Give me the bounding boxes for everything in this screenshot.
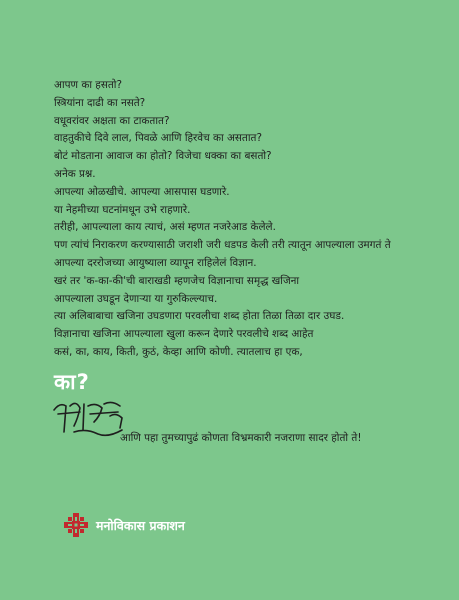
- blurb-line: विज्ञानाचा खजिना आपल्याला खुला करून देणारे परवलीचे शब्द आहेत: [54, 328, 314, 341]
- closing-line: आणि पहा तुमच्यापुढं कोणता विभ्रमकारी नजराणा सादर होतो ते!: [120, 432, 362, 444]
- highlight-word: का?: [54, 370, 90, 394]
- blurb-line: आपल्याला उघडून देणाऱ्या या गुरुकिल्ल्याच.: [54, 292, 218, 305]
- blurb-line: वाहतुकीचे दिवे लाल, पिवळे आणि हिरवेच का असतात?: [54, 132, 262, 145]
- blurb-line: त्या अलिबाबाचा खजिना उघडणारा परवलीचा शब्द होता तिळा तिळा दार उघड.: [54, 310, 345, 323]
- blurb-line: अनेक प्रश्न.: [54, 167, 96, 180]
- author-signature: [50, 392, 130, 442]
- blurb-line: बोटं मोडताना आवाज का होतो? विजेचा धक्का का बसतो?: [54, 150, 272, 163]
- blurb-line: आपल्या दररोजच्या आयुष्याला व्यापून राहिलेलं विज्ञान.: [54, 256, 257, 269]
- blurb-line: आपण का हसतो?: [54, 79, 122, 91]
- blurb-line: वधूवरांवर अक्षता का टाकतात?: [54, 114, 170, 127]
- publisher-mark: [64, 513, 185, 537]
- publisher-name: मनोविकास प्रकाशन: [96, 517, 185, 533]
- blurb-line: पण त्यांचं निराकरण करण्यासाठी जराशी जरी धडपड केली तरी त्यातून आपल्याला उमगतं ते: [54, 239, 391, 252]
- blurb-line: स्त्रियांना दाढी का नसते?: [54, 96, 146, 109]
- blurb-line: या नेहमीच्या घटनांमधून उभे राहणारे.: [54, 203, 191, 216]
- blurb-line: कसं, का, काय, किती, कुठं, केव्हा आणि कोणी. त्यातलाच हा एक,: [54, 345, 303, 358]
- blurb-line: आपल्या ओळखीचे. आपल्या आसपास घडणारे.: [54, 185, 230, 198]
- blurb-line: तरीही, आपल्याला काय त्याचं, असं म्हणत नजरेआड केलेले.: [54, 221, 276, 234]
- publisher-logo-icon: [64, 513, 88, 537]
- blurb-line: खरं तर 'क-का-की'ची बाराखडी म्हणजेच विज्ञानाचा समृद्ध खजिना: [54, 274, 300, 287]
- blurb-text: [54, 77, 454, 362]
